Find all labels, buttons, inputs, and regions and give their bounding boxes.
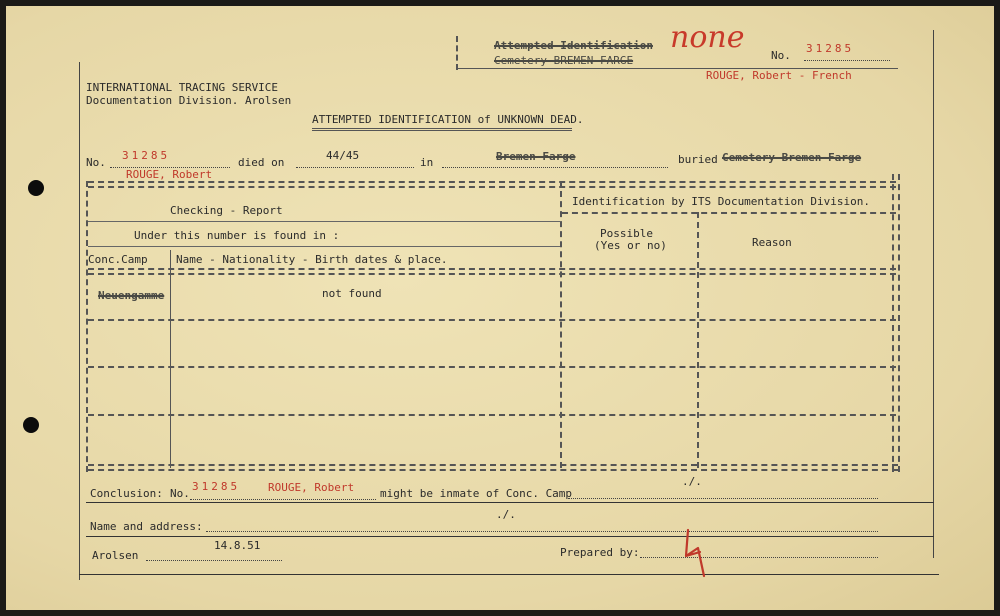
form-title-underline xyxy=(312,128,572,131)
top-box-no-dots xyxy=(804,59,890,61)
col-camp: Conc.Camp xyxy=(88,253,148,266)
left-border xyxy=(79,62,80,580)
header-separator xyxy=(88,268,896,270)
name-address-value: ./. xyxy=(496,508,516,521)
buried-value: Cemetery Bremen-Farge xyxy=(722,151,862,164)
row1-result: not found xyxy=(322,287,382,300)
possible-label: Possible xyxy=(600,227,653,240)
top-box-cemetery: Cemetery BREMEN-FARGE xyxy=(494,54,634,67)
identification-underline xyxy=(562,212,896,214)
conclusion-name: ROUGE, Robert xyxy=(268,481,355,494)
identification-header: Identification by ITS Documentation Division. xyxy=(572,195,871,208)
form-title: ATTEMPTED IDENTIFICATION of UNKNOWN DEAD. xyxy=(312,113,584,126)
table-top-line xyxy=(88,181,896,183)
checking-underline xyxy=(88,221,560,222)
buried-label: buried xyxy=(678,153,718,166)
right-border xyxy=(933,30,934,558)
table-left-edge xyxy=(86,181,88,472)
prepared-dots xyxy=(640,556,878,558)
initials-signature xyxy=(678,526,712,578)
row1-camp: Neuengamme xyxy=(98,289,165,302)
row-line-3 xyxy=(88,414,896,416)
row-line-2 xyxy=(88,366,896,368)
under-number: Under this number is found in : xyxy=(134,229,340,242)
conclusion-no-label: No. xyxy=(170,487,190,500)
record-no-value: 31285 xyxy=(122,149,171,162)
col-name: Name - Nationality - Birth dates & place. xyxy=(176,253,448,266)
top-box-no-value: 31285 xyxy=(806,42,855,55)
row-line-1 xyxy=(88,319,896,321)
index-card xyxy=(6,6,994,610)
conclusion-dots-1 xyxy=(190,498,376,500)
reason-label: Reason xyxy=(752,236,792,249)
record-name: ROUGE, Robert xyxy=(126,168,213,181)
bottom-border xyxy=(79,574,939,575)
footer-place: Arolsen xyxy=(92,549,139,562)
died-on-label: died on xyxy=(238,156,285,169)
record-no-label: No. xyxy=(86,156,106,169)
conclusion-label: Conclusion: xyxy=(90,487,163,500)
table-right-edge xyxy=(892,174,894,472)
under-number-underline xyxy=(88,246,560,247)
died-on-dots xyxy=(296,166,414,168)
conclusion-dots-2 xyxy=(568,497,878,499)
table-bottom-line-2 xyxy=(88,469,898,471)
top-box-no-label: No. xyxy=(771,49,791,62)
footer-date: 14.8.51 xyxy=(214,539,261,552)
conclusion-rule xyxy=(86,502,934,503)
place-dots xyxy=(442,166,668,168)
org-line1: INTERNATIONAL TRACING SERVICE xyxy=(86,81,279,94)
in-label: in xyxy=(420,156,434,169)
table-divider-main xyxy=(560,181,562,468)
table-right-edge-2 xyxy=(898,174,900,472)
conclusion-no-value: 31285 xyxy=(192,480,241,493)
name-address-rule xyxy=(86,536,934,537)
died-on-value: 44/45 xyxy=(326,149,360,162)
name-address-label: Name and address: xyxy=(90,520,203,533)
table-divider-camp xyxy=(170,250,171,468)
conclusion-text: might be inmate of Conc. Camp xyxy=(380,487,573,500)
org-line2: Documentation Division. Arolsen xyxy=(86,94,292,107)
table-top-line-2 xyxy=(88,186,896,188)
conclusion-value: ./. xyxy=(682,475,702,488)
top-box-left-edge xyxy=(456,36,459,70)
prepared-label: Prepared by: xyxy=(560,546,640,559)
punch-hole xyxy=(28,180,44,196)
name-address-dots xyxy=(206,530,878,532)
header-separator-2 xyxy=(88,273,896,275)
possible-sub: (Yes or no) xyxy=(594,239,667,252)
place-value: Bremen-Farge xyxy=(496,150,576,163)
footer-date-dots xyxy=(146,559,282,561)
handwritten-note: none xyxy=(670,20,745,55)
checking-report: Checking - Report xyxy=(170,204,283,217)
name-note: ROUGE, Robert - French xyxy=(706,69,852,82)
table-bottom-line xyxy=(88,464,898,466)
table-divider-reason xyxy=(697,212,699,468)
punch-hole xyxy=(23,417,39,433)
top-box-title: Attempted Identification xyxy=(494,39,653,52)
